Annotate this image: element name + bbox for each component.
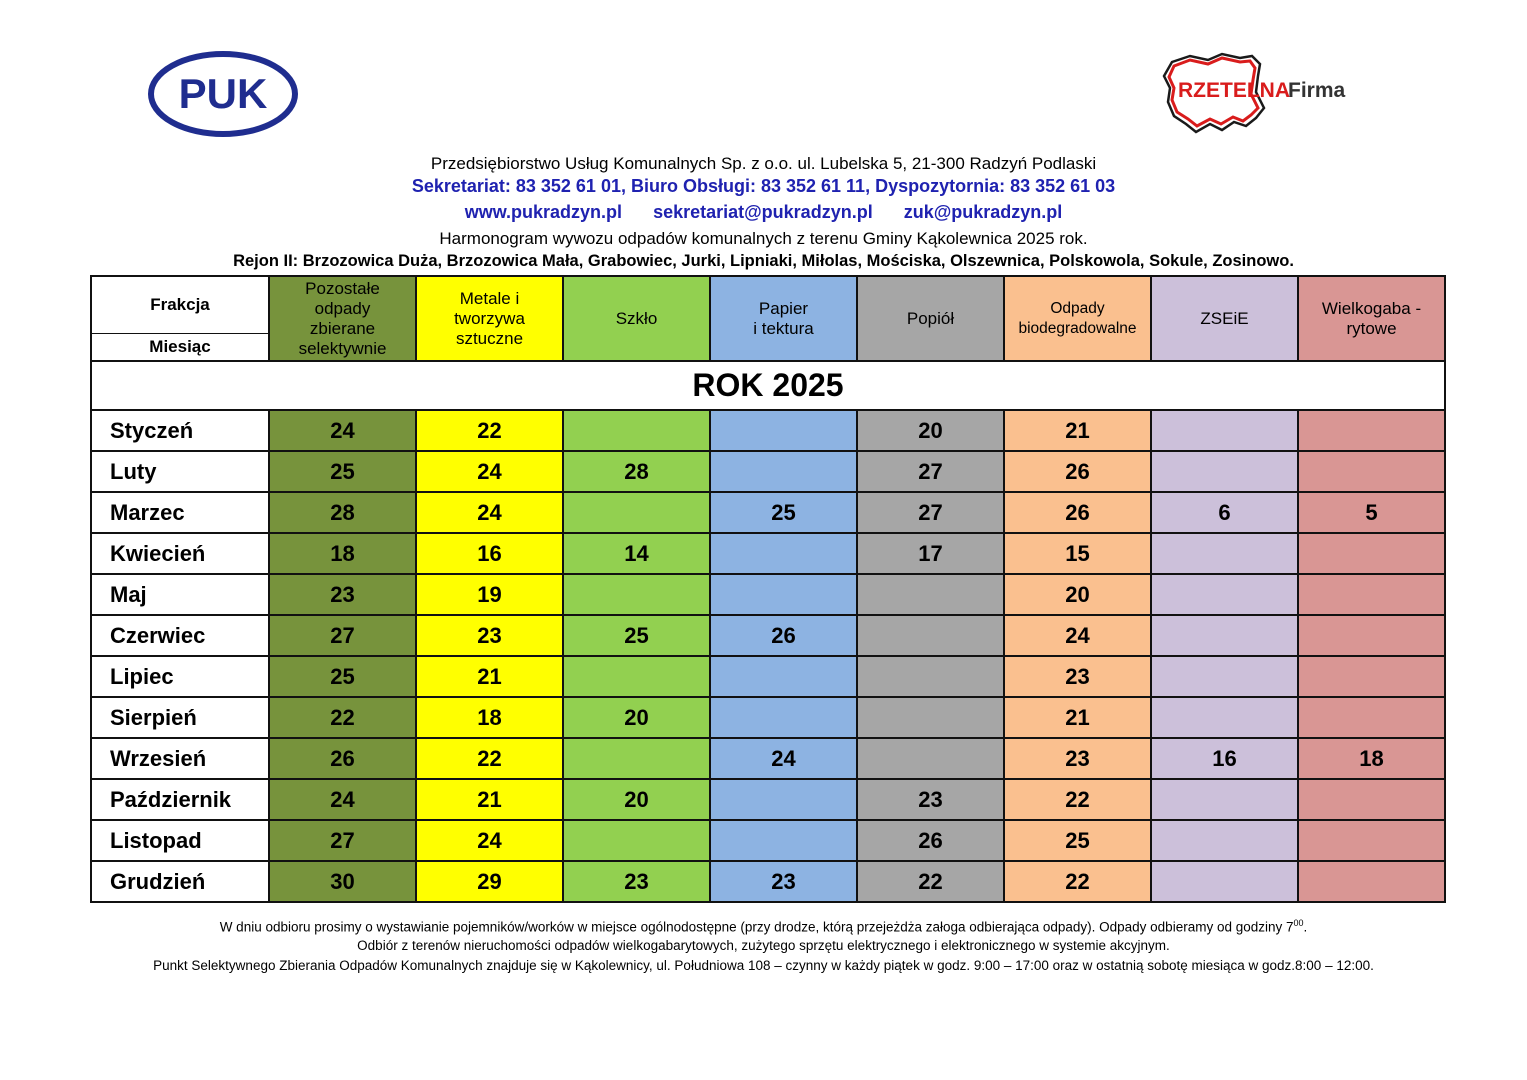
pickup-day-cell — [1151, 615, 1298, 656]
table-row — [91, 574, 1445, 615]
pickup-day-cell: 24 — [269, 779, 416, 820]
pickup-day-cell — [710, 779, 857, 820]
month-name: Czerwiec — [91, 615, 269, 656]
footer-note-1 — [0, 918, 1527, 935]
pickup-day-cell — [1298, 615, 1445, 656]
pickup-day-cell: 20 — [563, 697, 710, 738]
pickup-day-cell: 28 — [563, 451, 710, 492]
pickup-day-cell: 18 — [269, 533, 416, 574]
pickup-day-cell — [563, 738, 710, 779]
pickup-day-cell — [710, 410, 857, 451]
table-row — [91, 738, 1445, 779]
pickup-day-cell — [563, 820, 710, 861]
pickup-day-cell: 24 — [416, 492, 563, 533]
pickup-day-cell: 24 — [1004, 615, 1151, 656]
pickup-day-cell: 30 — [269, 861, 416, 902]
pickup-day-cell: 6 — [1151, 492, 1298, 533]
pickup-day-cell — [1298, 410, 1445, 451]
email-link-zuk[interactable]: zuk@pukradzyn.pl — [903, 202, 1063, 222]
header-category-wielkogabarytowe — [1298, 276, 1445, 361]
pickup-day-cell: 26 — [710, 615, 857, 656]
month-name: Kwiecień — [91, 533, 269, 574]
email-link-sekretariat[interactable]: sekretariat@pukradzyn.pl — [653, 202, 873, 222]
pickup-day-cell: 23 — [1004, 656, 1151, 697]
pickup-day-cell: 21 — [1004, 697, 1151, 738]
pickup-day-cell — [710, 656, 857, 697]
pickup-day-cell: 25 — [269, 451, 416, 492]
month-name: Wrzesień — [91, 738, 269, 779]
header-category-line: Metale i — [459, 288, 520, 308]
pickup-day-cell: 25 — [1004, 820, 1151, 861]
pickup-day-cell — [1298, 697, 1445, 738]
pickup-day-cell: 29 — [416, 861, 563, 902]
header-category-popiol — [857, 276, 1004, 361]
pickup-day-cell — [563, 574, 710, 615]
pickup-day-cell — [857, 656, 1004, 697]
month-name: Maj — [91, 574, 269, 615]
table-row — [91, 492, 1445, 533]
table-row — [91, 410, 1445, 451]
pickup-day-cell — [1151, 656, 1298, 697]
phone-numbers: Sekretariat: 83 352 61 01, Biuro Obsługi: 83 352 61 11, Dyspozytornia: 83 352 61 03 — [411, 176, 1116, 196]
pickup-day-cell — [1298, 656, 1445, 697]
pickup-day-cell: 23 — [1004, 738, 1151, 779]
table-row — [91, 451, 1445, 492]
month-name: Marzec — [91, 492, 269, 533]
pickup-day-cell — [710, 697, 857, 738]
pickup-day-cell — [1151, 410, 1298, 451]
pickup-day-cell: 24 — [416, 820, 563, 861]
header-category-zseie — [1151, 276, 1298, 361]
pickup-day-cell: 14 — [563, 533, 710, 574]
pickup-day-cell: 16 — [416, 533, 563, 574]
header-category-line: zbierane — [309, 318, 376, 338]
table-row — [91, 656, 1445, 697]
pickup-day-cell: 21 — [416, 656, 563, 697]
header-category-line: tworzywa — [454, 308, 525, 328]
pickup-day-cell — [1151, 779, 1298, 820]
month-name: Grudzień — [91, 861, 269, 902]
pickup-day-cell — [710, 533, 857, 574]
schedule-table — [90, 275, 1446, 903]
pickup-day-cell: 23 — [710, 861, 857, 902]
pickup-day-cell: 22 — [1004, 779, 1151, 820]
pickup-day-cell: 19 — [416, 574, 563, 615]
pickup-day-cell: 21 — [416, 779, 563, 820]
month-name: Lipiec — [91, 656, 269, 697]
month-name: Październik — [91, 779, 269, 820]
pickup-day-cell — [1298, 574, 1445, 615]
pickup-day-cell: 27 — [857, 451, 1004, 492]
pickup-day-cell: 22 — [1004, 861, 1151, 902]
table-row — [91, 533, 1445, 574]
header-frakcja: Frakcja — [91, 276, 269, 334]
pickup-day-cell — [857, 615, 1004, 656]
pickup-day-cell — [1151, 697, 1298, 738]
pickup-day-cell — [1298, 779, 1445, 820]
puk-logo — [146, 50, 300, 138]
footer-note-1-end: . — [1303, 919, 1308, 935]
pickup-day-cell: 5 — [1298, 492, 1445, 533]
header-category-line: Popiół — [906, 308, 955, 328]
pickup-day-cell — [1151, 533, 1298, 574]
pickup-day-cell: 22 — [269, 697, 416, 738]
footer-note-2: Odbiór z terenów nieruchomości odpadów wielkogabarytowych, zużytego sprzętu elektrycznego i elektronicznego w systemie akcyjnym. — [357, 938, 1170, 953]
pickup-day-cell: 20 — [1004, 574, 1151, 615]
year-banner: ROK 2025 — [91, 361, 1445, 410]
pickup-day-cell: 25 — [710, 492, 857, 533]
header-category-pozostale — [269, 276, 416, 361]
pickup-day-cell — [857, 697, 1004, 738]
header-category-line: Szkło — [615, 308, 658, 328]
pickup-day-cell — [1151, 820, 1298, 861]
company-address: Przedsiębiorstwo Usług Komunalnych Sp. z o.o. ul. Lubelska 5, 21-300 Radzyń Podlaski — [430, 154, 1097, 173]
footer-note-1-text: W dniu odbioru prosimy o wystawianie pojemników/worków w miejsce ogólnodostępne (przy drodze, którą przejeżdża załoga odbierająca odpady). Odpady odbieramy od godziny 7 — [219, 919, 1294, 935]
svg-text:RZETELNA: RZETELNA — [1178, 79, 1290, 102]
month-name: Luty — [91, 451, 269, 492]
month-name: Sierpień — [91, 697, 269, 738]
header-category-line: Odpady — [1050, 299, 1105, 317]
pickup-day-cell: 23 — [269, 574, 416, 615]
header-category-metale — [416, 276, 563, 361]
header-category-line: sztuczne — [455, 328, 524, 348]
pickup-day-cell: 22 — [416, 410, 563, 451]
pickup-day-cell: 27 — [269, 615, 416, 656]
table-row — [91, 615, 1445, 656]
pickup-day-cell: 18 — [1298, 738, 1445, 779]
pickup-day-cell: 26 — [857, 820, 1004, 861]
pickup-day-cell: 25 — [269, 656, 416, 697]
pickup-day-cell: 15 — [1004, 533, 1151, 574]
contact-links — [0, 202, 1527, 223]
pickup-day-cell — [1151, 861, 1298, 902]
pickup-day-cell: 16 — [1151, 738, 1298, 779]
header-category-line: ZSEiE — [1200, 308, 1249, 328]
table-row — [91, 779, 1445, 820]
pickup-day-cell: 21 — [1004, 410, 1151, 451]
pickup-day-cell: 22 — [416, 738, 563, 779]
pickup-day-cell: 24 — [416, 451, 563, 492]
pickup-day-cell: 23 — [563, 861, 710, 902]
pickup-day-cell: 18 — [416, 697, 563, 738]
pickup-day-cell — [857, 574, 1004, 615]
header-category-line: Pozostałe — [305, 278, 380, 298]
pickup-day-cell — [1151, 574, 1298, 615]
pickup-day-cell: 20 — [857, 410, 1004, 451]
header-miesiac: Miesiąc — [91, 334, 269, 362]
month-name: Listopad — [91, 820, 269, 861]
svg-text:PUK: PUK — [178, 70, 268, 117]
pickup-day-cell — [563, 410, 710, 451]
website-link[interactable]: www.pukradzyn.pl — [464, 202, 623, 222]
table-row — [91, 820, 1445, 861]
footer-note-1-sup: 00 — [1293, 918, 1304, 928]
pickup-day-cell: 25 — [563, 615, 710, 656]
header-category-line: Wielkogaba - — [1321, 298, 1422, 318]
header-category-papier — [710, 276, 857, 361]
pickup-day-cell: 26 — [1004, 492, 1151, 533]
header-category-line: rytowe — [1346, 318, 1397, 338]
pickup-day-cell: 24 — [269, 410, 416, 451]
table-row — [91, 697, 1445, 738]
region-list: Rejon II: Brzozowica Duża, Brzozowica Mała, Grabowiec, Jurki, Lipniaki, Miłolas, Mościska, Olszewnica, Polskowola, Sokule, Zosinowo. — [233, 252, 1294, 270]
pickup-day-cell — [563, 492, 710, 533]
pickup-day-cell — [563, 656, 710, 697]
header-category-line: biodegradowalne — [1018, 319, 1137, 337]
pickup-day-cell — [710, 820, 857, 861]
pickup-day-cell — [710, 574, 857, 615]
header-category-line: selektywnie — [298, 338, 387, 358]
header-category-szklo — [563, 276, 710, 361]
header-category-line: Papier — [758, 298, 809, 318]
schedule-title: Harmonogram wywozu odpadów komunalnych z terenu Gminy Kąkolewnica 2025 rok. — [439, 229, 1088, 248]
footer-note-3: Punkt Selektywnego Zbierania Odpadów Komunalnych znajduje się w Kąkolewnicy, ul. Południowa 108 – czynny w każdy piątek w godz. 9:00 – 17:00 oraz w ostatnią sobotę miesiąca w godz.8:00 – 12:00. — [153, 958, 1374, 973]
pickup-day-cell: 20 — [563, 779, 710, 820]
table-row — [91, 861, 1445, 902]
pickup-day-cell — [1298, 820, 1445, 861]
pickup-day-cell: 28 — [269, 492, 416, 533]
pickup-day-cell — [1298, 861, 1445, 902]
month-name: Styczeń — [91, 410, 269, 451]
header-category-biodegradowalne — [1004, 276, 1151, 361]
pickup-day-cell: 27 — [269, 820, 416, 861]
pickup-day-cell — [710, 451, 857, 492]
header-category-line: i tektura — [753, 318, 814, 338]
svg-text:Firma: Firma — [1288, 79, 1346, 102]
pickup-day-cell: 27 — [857, 492, 1004, 533]
pickup-day-cell: 23 — [416, 615, 563, 656]
rzetelna-firma-logo — [1160, 52, 1360, 138]
header-category-line: odpady — [314, 298, 371, 318]
pickup-day-cell — [1151, 451, 1298, 492]
pickup-day-cell: 26 — [269, 738, 416, 779]
pickup-day-cell: 22 — [857, 861, 1004, 902]
pickup-day-cell: 26 — [1004, 451, 1151, 492]
pickup-day-cell: 23 — [857, 779, 1004, 820]
pickup-day-cell — [857, 738, 1004, 779]
pickup-day-cell: 17 — [857, 533, 1004, 574]
pickup-day-cell — [1298, 533, 1445, 574]
pickup-day-cell: 24 — [710, 738, 857, 779]
pickup-day-cell — [1298, 451, 1445, 492]
